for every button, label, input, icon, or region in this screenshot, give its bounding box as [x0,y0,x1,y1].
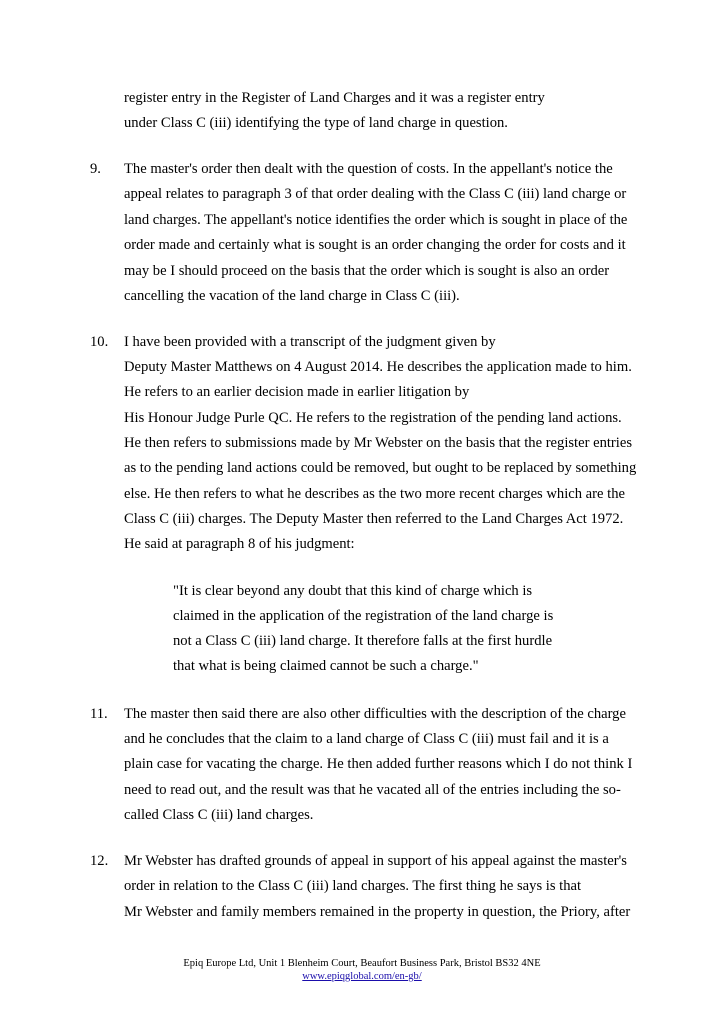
paragraph-line: The master then said there are also other difficulties with the description of the charge [124,706,626,722]
paragraph-line: land charges. The appellant's notice identifies the order which is sought in place of the [124,212,628,228]
paragraph-number: 12. [90,853,109,869]
footer-link-row [0,970,724,983]
paragraph-line: order made and certainly what is sought is an order changing the order for costs and it [124,237,626,253]
quote-line: "It is clear beyond any doubt that this kind of charge which is [173,583,533,599]
footer-address: Epiq Europe Ltd, Unit 1 Blenheim Court, Beaufort Business Park, Bristol BS32 4NE [183,958,541,969]
paragraph-line: need to read out, and the result was that he vacated all of the entries including the so- [124,782,621,798]
intro-line: register entry in the Register of Land Charges and it was a register entry [124,90,545,106]
paragraph-line: Mr Webster and family members remained in the property in question, the Priory, after [124,904,631,920]
paragraph-line: Deputy Master Matthews on 4 August 2014. He describes the application made to him. [124,359,632,375]
paragraph-line: appeal relates to paragraph 3 of that order dealing with the Class C (iii) land charge or [124,186,627,202]
paragraph-line: called Class C (iii) land charges. [124,807,314,823]
paragraph-line: Class C (iii) charges. The Deputy Master then referred to the Land Charges Act 1972. [124,511,624,527]
paragraph-line: else. He then refers to what he describes as the two more recent charges which are the [124,486,625,502]
paragraph-number: 10. [90,334,109,350]
footer-website-link[interactable]: www.epiqglobal.com/en-gb/ [302,971,422,982]
paragraph-line: order in relation to the Class C (iii) land charges. The first thing he says is that [124,878,582,894]
paragraph-line: as to the pending land actions could be removed, but ought to be replaced by something [124,460,637,476]
quote-line: that what is being claimed cannot be such a charge." [173,658,479,674]
paragraph-number: 11. [90,706,108,722]
quote-line: claimed in the application of the registration of the land charge is [173,608,554,624]
paragraph-line: He then refers to submissions made by Mr Webster on the basis that the register entries [124,435,633,451]
quote-line: not a Class C (iii) land charge. It therefore falls at the first hurdle [173,633,553,649]
paragraph-line: I have been provided with a transcript of the judgment given by [124,334,496,350]
paragraph-line: and he concludes that the claim to a land charge of Class C (iii) must fail and it is a [124,731,609,747]
paragraph-line: Mr Webster has drafted grounds of appeal in support of his appeal against the master's [124,853,627,869]
paragraph-line: His Honour Judge Purle QC. He refers to the registration of the pending land actions. [124,410,622,426]
paragraph-line: He said at paragraph 8 of his judgment: [124,536,355,552]
paragraph-line: plain case for vacating the charge. He then added further reasons which I do not think I [124,756,633,772]
paragraph-line: He refers to an earlier decision made in earlier litigation by [124,384,470,400]
paragraph-line: cancelling the vacation of the land charge in Class C (iii). [124,288,460,304]
intro-line: under Class C (iii) identifying the type of land charge in question. [124,115,508,131]
paragraph-line: The master's order then dealt with the question of costs. In the appellant's notice the [124,161,613,177]
paragraph-line: may be I should proceed on the basis that the order which is sought is also an order [124,263,610,279]
paragraph-number: 9. [90,161,101,177]
